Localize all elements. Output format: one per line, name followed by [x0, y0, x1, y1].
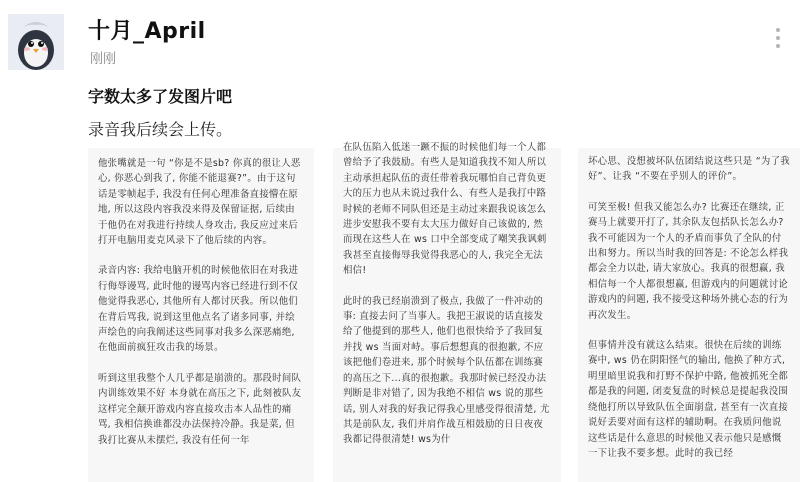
- penguin-avatar-icon: [8, 14, 64, 70]
- image-1-paragraph-3: 听到这里我整个人几乎都是崩溃的。那段时间队内训练效果不好 本身就在高压之下, 此刻被队友这样完全颠开游戏内容直接攻击本人品性的痛骂, 我相信换谁都没办法保持冷静。我是菜, 但我打比赛从未摆烂, 我没有任何一年: [98, 372, 302, 446]
- image-3-paragraph-2: 可笑至极! 但我又能怎么办? 比赛还在继续, 正赛马上就要开打了, 其余队友包括队长怎么办? 我不可能因为一个人的矛盾而事负了全队的付出和努力。所以当时我的回答是: 不论怎么样我都会全力以赴, 请大家放心。我真的很想赢, 我相信每一个人都很想赢, 但游戏内的问题就讨论游戏内的问题, 我不接受这种场外挑心态的行为再次发生。: [588, 201, 789, 321]
- post-author-name[interactable]: 十月_April: [88, 19, 206, 44]
- image-3-paragraph-3: 但事情并没有就这么结束。很快在后续的训练赛中, ws 仍在阴阳怪气的输出, 他换了种方式, 明里暗里说我和打野不保护中路, 他被抓死全都都是我的问题, 闭麦复盘的时候总是提起我没围绕他打所以导致队伍全面崩盘, 甚至有一次直接说好丢要对面有这样的辅助啊。在我质问他说这些话是什么意思的时候他又表示他只是感慨一下让我不要多想。此时的我已经: [588, 340, 789, 459]
- image-1-paragraph-2: 录音内容: 我给电脑开机的时候他依旧在对我进行侮辱谩骂, 此时他的谩骂内容已经进行到不仅他觉得我恶心, 其他所有人都讨厌我。所以他们在背后骂我, 说到这里他点名了诸多同事, 并绘声绘色的向我阐述这些同事对我多么深恶痛绝, 在他面前疯狂攻击我的场景。: [98, 265, 299, 354]
- image-2-paragraph-1: 在队伍陷入低迷一蹶不振的时候他们每一个人都曾给予了我鼓励。有些人是知道我找不知人所以主动承担起队伍的责任带着我玩哪怕自己背负更大的压力也从未说过我什么、有些人是我打中路时候的老师不同队但还是主动过来跟我说该怎么进步安慰我不要有太大压力做好自己该做的, 然而现在这些人在 ws 口中全部变成了嘲笑我讽刺我甚至直接侮辱我觉得我恶心的人, 我完全无法相信!: [343, 142, 547, 277]
- avatar[interactable]: [8, 14, 64, 70]
- more-options-icon[interactable]: [766, 28, 790, 48]
- image-1-paragraph-1: 他张嘴就是一句 “你是不是sb? 你真的很让人恶心, 你恶心到我了, 你能不能退赛?”。由于这句话是零帧起手, 我没有任何心理准备直接懵在原地, 所以这段内容我没来得及保留证据, 后续由于他仍在对我进行持续人身攻击, 我反应过来后打开电脑用麦克风录下了他后续的内容。: [98, 158, 301, 247]
- post-timestamp: 刚刚: [90, 52, 117, 67]
- image-2-paragraph-2: 此时的我已经崩溃到了极点, 我做了一件冲动的事: 直接去问了当事人。我把王淑说的话直接发给了他提到的那些人, 他们也很快给予了我回复并找 ws 当面对峙。事后想想真的很抱歉, 不应该把他们卷进来, 那个时候每个队伍都在训练赛的高压之下...真的很抱歉。我那时候已经没办法判断是非对错了, 因为我绝不相信 ws 说的那些话, 别人对我的好我记得我心里感受得很清楚, 尤其是前队友, 我们并肩作战互相鼓励的日日夜夜我都记得很清楚! ws为什: [343, 295, 550, 446]
- post-text-line-1: 字数太多了发图片吧: [88, 87, 233, 106]
- image-3-paragraph-1: 坏心思、没想被坏队伍团结说这些只是 “为了我好”、让我 “不要在乎别人的评价”。: [588, 156, 790, 183]
- post-text-line-2: 录音我后续会上传。: [88, 120, 233, 139]
- post-image-3[interactable]: [578, 148, 800, 482]
- post-image-2[interactable]: [333, 142, 561, 482]
- post-image-1[interactable]: [88, 148, 314, 482]
